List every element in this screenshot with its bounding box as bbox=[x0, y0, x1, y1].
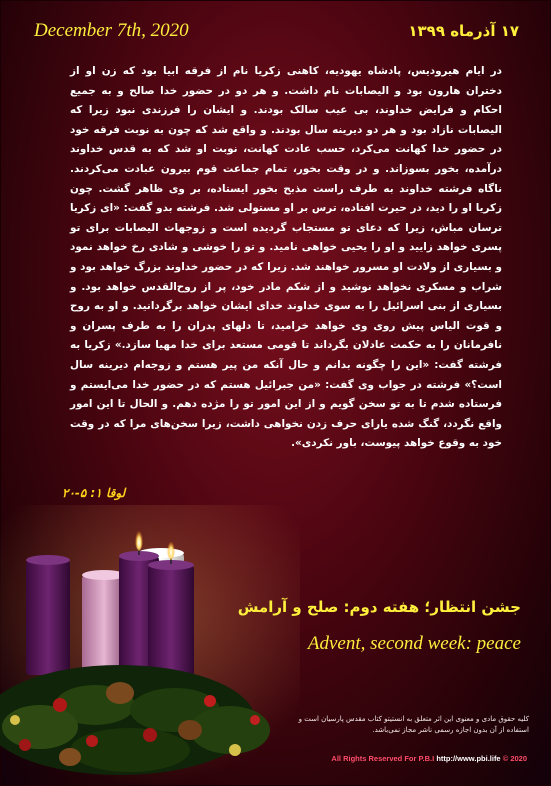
footer-website-link[interactable]: http://www.pbi.life bbox=[436, 754, 501, 763]
candle-purple-left bbox=[26, 555, 70, 675]
advent-title-english: Advent, second week: peace bbox=[307, 633, 521, 654]
date-english: December 7th, 2020 bbox=[34, 20, 189, 41]
advent-candles-illustration bbox=[0, 505, 300, 786]
advent-title-persian: جشن انتظار؛ هفته دوم: صلح و آرامش bbox=[237, 598, 521, 616]
footer-copyright-year: © 2020 bbox=[502, 754, 527, 763]
scripture-passage: در ایام هیرودیس، پادشاه یهودیه، کاهنی زکریا نام از فرقه ابیا بود که زن او از دختران هارون بود و الیصابات نام داشت. و هر دو در حضور خدا صالح و به جمیع احکام و فرایض خداوند، بی عیب سالک بودند. و ایشان را فرزندی نبود زیرا که الیصابات نازاد بود و هر دو دیرینه سال بودند. و واقع شد که چون به نوبت فرقه خود در حضور خدا کهانت می‌کرد، حسب عادت کهانت، نوبت او شد که به قدس خداوند درآمده، بخور بسوزاند. و در وقت بخور، تمام جماعت قوم بیرون عبادت می‌کردند. ناگاه فرشته خداوند به طرف راست مذبح بخور ایستاده، بر وی ظاهر گشت. چون زکریا او را دید، در حیرت افتاده، ترس بر او مستولی شد. فرشته بدو گفت: «ای زکریا ترسان مباش، زیرا که دعای تو مستجاب گردیده است و زوجهات الیصابات برای تو پسری خواهد زایید و او را یحیی خواهی نامید. و تو را خوشی و شادی رخ خواهد نمود و بسیاری از ولادت او مسرور خواهند شد. زیرا که در حضور خداوند بزرگ خواهد بود و شراب و مسکری نخواهد نوشید و از شکم مادر خود، پر از روح‌القدس خواهد بود. و بسیاری از بنی اسرائیل را به سوی خداوند خدای ایشان خواهد برگردانید. و او به روح و قوت الیاس پیش روی وی خواهد خرامید، تا دلهای پدران را به طرف پسران و نافرمانان را به حکمت عادلان بگرداند تا قومی مستعد برای خدا مهیا سازد.» زکریا به فرشته گفت: «این را چگونه بدانم و حال آنکه من پیر هستم و زوجه‌ام دیرینه سال است؟» فرشته در جواب وی گفت: «من جبرائیل هستم که در حضور خدا می‌ایستم و فرستاده شدم تا به تو سخن گویم و از این امور تو را مژده دهم. و الحال تا این امور واقع نگردد، گنگ شده یارای حرف زدن نخواهی داشت، زیرا سخن‌های مرا که در وقت خود به وقوع خواهد پیوست، باور نکردی». bbox=[70, 65, 502, 450]
footer-rights bbox=[331, 754, 527, 763]
copyright-notice-persian: کلیه حقوق مادی و معنوی این اثر متعلق به انستیتو کتاب مقدس پارسیان است و استفاده از آن بدون اجازه رسمی ناشر مجاز نمی‌باشد. bbox=[298, 715, 529, 734]
footer-rights-text: All Rights Reserved For P.B.I bbox=[331, 754, 435, 763]
scripture-reference: لوقا ۱: ۵-۲۰ bbox=[62, 486, 126, 500]
date-persian: ۱۷ آذرماه ۱۳۹۹ bbox=[408, 22, 519, 40]
